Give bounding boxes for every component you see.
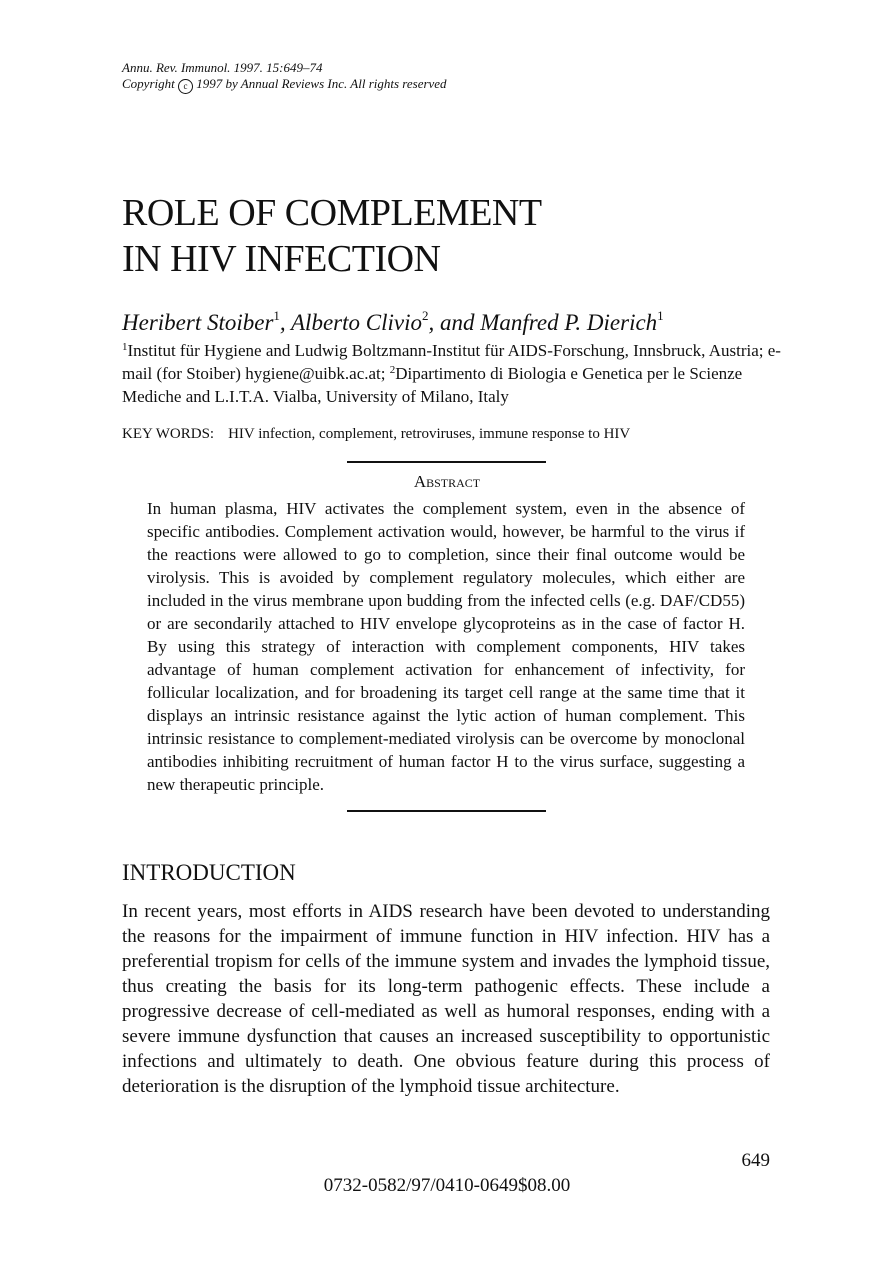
article-title — [122, 190, 542, 282]
affiliation-text-2: Dipartimento di Biologia e Genetica per le Scienze Mediche and L.I.T.A. Vialba, University of Milano, Italy — [122, 364, 743, 406]
author-name: Alberto Clivio — [291, 310, 422, 335]
author-affiliation-mark: 2 — [421, 308, 429, 323]
keywords — [122, 424, 782, 444]
journal-citation: Annu. Rev. Immunol. 1997. 15:649–74 — [122, 60, 323, 75]
page-number: 649 — [741, 1150, 770, 1171]
keywords-label: KEY WORDS: — [122, 426, 215, 442]
copyright-suffix: 1997 by Annual Reviews Inc. All rights reserved — [196, 76, 447, 91]
copyright-prefix: Copyright — [122, 76, 175, 91]
abstract-bottom-rule — [347, 810, 546, 812]
affiliation-mark-1: 1 — [122, 341, 128, 353]
footer-code: 0732-0582/97/0410-0649$08.00 — [323, 1175, 571, 1196]
author-affiliation-mark: 1 — [657, 308, 664, 323]
journal-header — [122, 60, 447, 94]
author-separator: , — [279, 310, 291, 335]
abstract-heading: Abstract — [413, 472, 481, 491]
title-line-1: ROLE OF COMPLEMENT — [122, 192, 542, 234]
copyright-line — [122, 76, 447, 94]
affiliations — [122, 339, 782, 408]
affiliation-mark-2: 2 — [389, 364, 396, 376]
author-name: Heribert Stoiber — [122, 310, 274, 335]
keywords-terms: HIV infection, complement, retroviruses, immune response to HIV — [228, 426, 631, 442]
author-name: Manfred P. Dierich — [480, 310, 658, 335]
title-line-2: IN HIV INFECTION — [122, 238, 441, 280]
affiliation-text-1: Institut für Hygiene and Ludwig Boltzmann-Institut für AIDS-Forschung, Innsbruck, Austria; e-mail (for Stoiber) hygiene@uibk.ac.at; — [122, 341, 781, 383]
abstract-top-rule — [347, 461, 546, 463]
author-separator: , and — [428, 310, 481, 335]
author-affiliation-mark: 1 — [273, 308, 280, 323]
author-list — [122, 308, 782, 338]
abstract-body: In human plasma, HIV activates the complement system, even in the absence of specific antibodies. Complement activation would, however, be harmful to the virus if the reactions were allowed to go to completion, since their final outcome would be virolysis. This is avoided by complement regulatory molecules, which either are included in the virus membrane upon budding from the infected cells (e.g. DAF/CD55) or are secondarily attached to HIV envelope glycoproteins as in the case of factor H. By using this strategy of interaction with complement components, HIV takes advantage of human complement activation for enhancement of infectivity, for follicular localization, and for broadening its target cell range at the same time that it displays an intrinsic resistance against the lytic action of human complement. This intrinsic resistance to complement-mediated virolysis can be overcome by monoclonal antibodies inhibiting recruitment of human factor H to the virus surface, suggesting a new therapeutic principle. — [147, 499, 745, 794]
introduction-heading: INTRODUCTION — [122, 860, 296, 885]
introduction-body: In recent years, most efforts in AIDS research have been devoted to understanding the reasons for the impairment of immune function in HIV infection. HIV has a preferential tropism for cells of the immune system and invades the lymphoid tissue, thus creating the basis for its long-term pathogenic effects. These include a progressive decrease of cell-mediated as well as humoral responses, ending with a severe immune dysfunction that causes an increased susceptibility to opportunistic infections and ultimately to death. One obvious feature during this process of deterioration is the disruption of the lymphoid tissue architecture. — [122, 901, 770, 1097]
copyright-symbol: c — [178, 79, 193, 94]
